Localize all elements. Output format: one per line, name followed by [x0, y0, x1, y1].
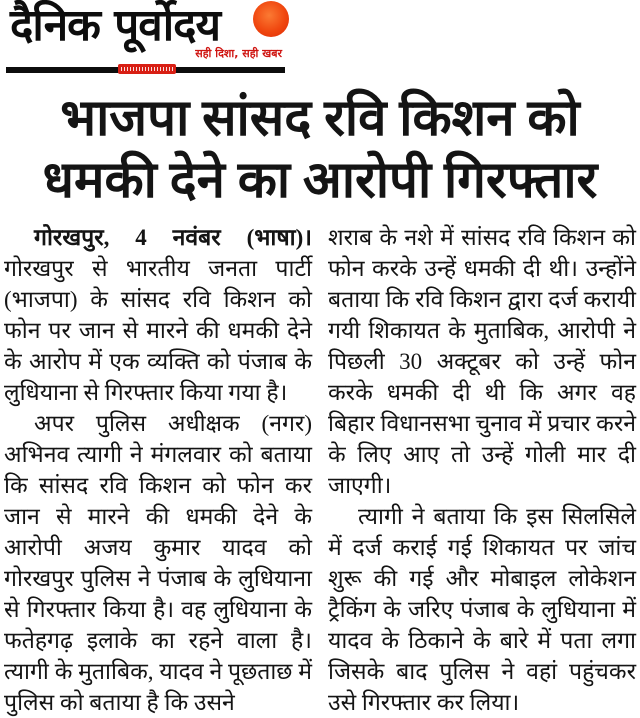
newspaper-logo — [10, 0, 295, 62]
article-column-right — [328, 222, 636, 718]
masthead-badge — [118, 64, 176, 74]
masthead — [0, 0, 640, 82]
paragraph-lead-text: गोरखपुर से भारतीय जनता पार्टी (भाजपा) के सांसद रवि किशन को फोन पर जान से मारने की धमकी देने के आरोप में एक व्यक्ति को पंजाब के लुधियाना से गिरफ्तार किया गया है। — [4, 256, 312, 405]
newspaper-tagline: सही दिशा, सही खबर — [195, 47, 282, 60]
newspaper-logo-text: दैनिक पूर्वोदय — [10, 0, 221, 51]
article-body — [0, 212, 640, 718]
dateline: गोरखपुर, 4 नवंबर (भाषा)। — [34, 225, 312, 250]
paragraph-lead — [4, 222, 312, 408]
paragraph-2: अपर पुलिस अधीक्षक (नगर) अभिनव त्यागी ने मंगलवार को बताया कि सांसद रवि किशन को फोन कर जान से मारने की धमकी देने के आरोपी अजय कुमार यादव को गोरखपुर पुलिस ने पंजाब के लुधियाना से गिरफ्तार किया है। वह लुधियाना के फतेहगढ़ इलाके का रहने वाला है। त्यागी के मुताबिक, यादव ने पूछताछ में पुलिस को बताया है कि उसने — [4, 411, 312, 715]
article-column-left — [4, 222, 312, 718]
paragraph-3: त्यागी ने बताया कि इस सिलसिले में दर्ज कराई गई शिकायत पर जांच शुरू की गई और मोबाइल लोकेशन ट्रैकिंग के जरिए पंजाब के लुधियाना में यादव के ठिकाने के बारे में पता लगा जिसके बाद पुलिस ने वहां पहुंचकर उसे गिरफ्तार कर लिया। — [328, 504, 636, 715]
headline-line-2: धमकी देने का आरोपी गिरफ्तार — [42, 153, 598, 209]
paragraph-2-continued: शराब के नशे में सांसद रवि किशन को फोन करके उन्हें धमकी दी थी। उन्होंने बताया कि रवि किशन द्वारा दर्ज करायी गयी शिकायत के मुताबिक, आरोपी ने पिछली 30 अक्टूबर को उन्हें फोन करके धमकी दी थी कि अगर वह बिहार विधानसभा चुनाव में प्रचार करने के लिए आए तो उन्हें गोली मार दी जाएगी। — [328, 225, 636, 498]
headline-line-1: भाजपा सांसद रवि किशन को — [60, 91, 580, 147]
article-headline — [2, 88, 638, 212]
